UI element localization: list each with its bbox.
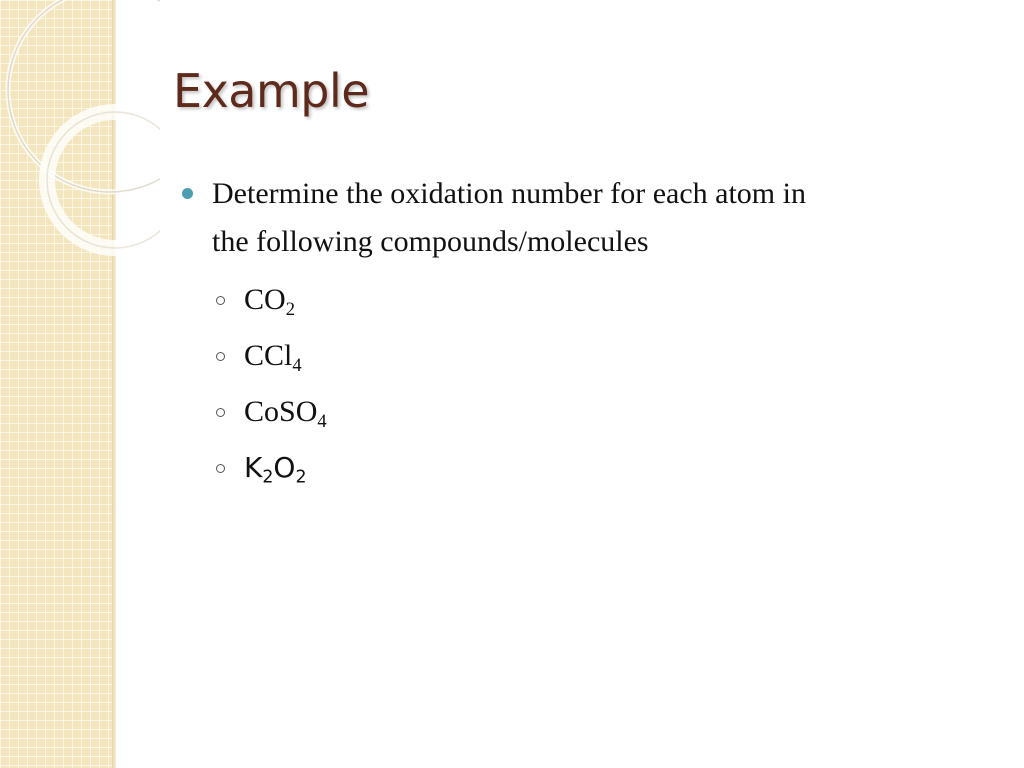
circle-bullet-icon [216,440,225,496]
compound-formula: CoSO$_4$ [244,395,327,432]
list-item [180,328,1000,384]
compound-list [180,272,1000,496]
list-item [180,384,1000,440]
compound-formula: $CO_2$ [244,283,295,320]
bullet-dot-icon [182,188,193,199]
circle-bullet-icon [216,384,225,440]
list-item [180,272,1000,328]
circle-bullet-icon [216,272,225,328]
circle-bullet-icon [216,328,225,384]
slide-title: Example [173,64,370,118]
main-bullet-line2: the following compounds/molecules [212,225,649,258]
main-bullet-line1: Determine the oxidation number for each atom in [212,177,806,210]
compound-formula: $K_2O_2$ [244,451,307,488]
list-item [180,440,1000,496]
compound-formula: CCl$_4$ [244,339,302,376]
decorative-circles-icon [0,0,160,260]
slide-body [180,170,1000,496]
main-bullet [180,170,1000,266]
